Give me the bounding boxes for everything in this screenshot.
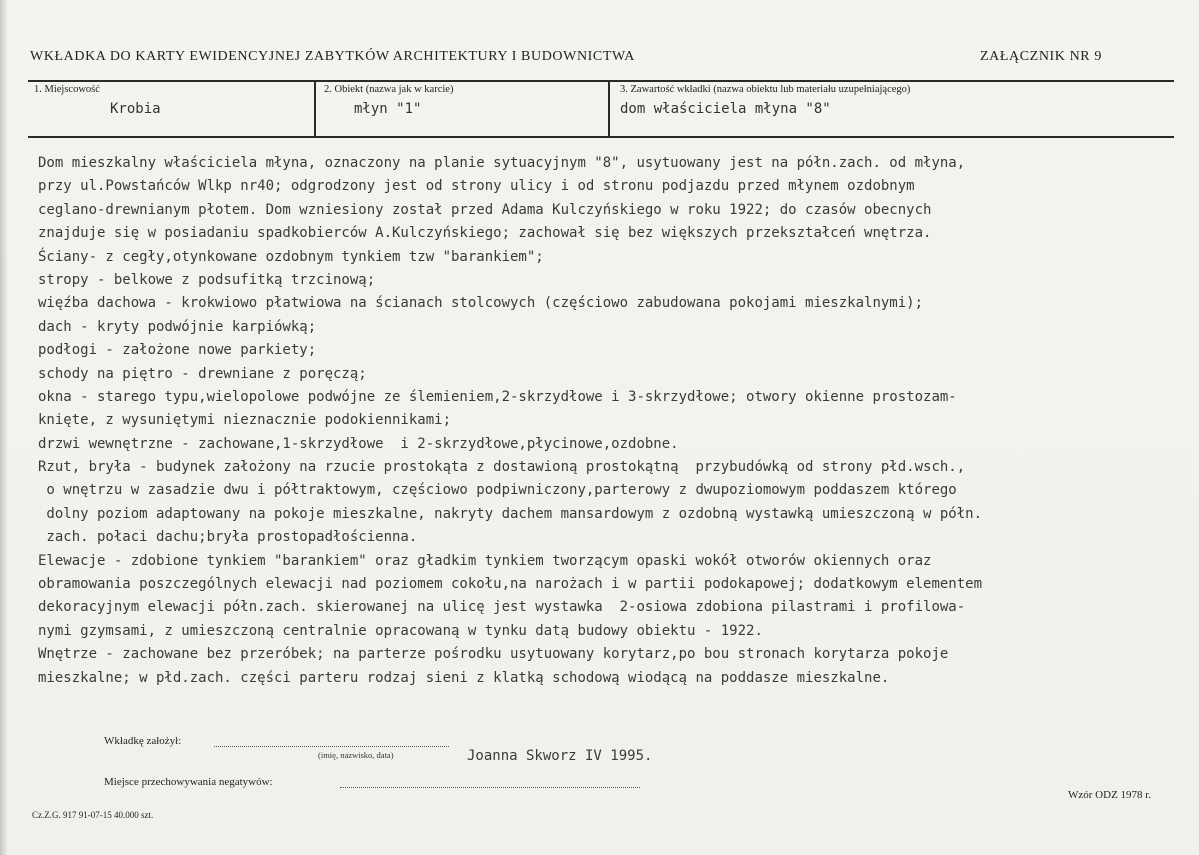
body-line: obramowania poszczególnych elewacji nad poziomem cokołu,na narożach i w partii podokapowej; dodatkowym elementem <box>38 576 983 593</box>
body-line: o wnętrzu w zasadzie dwu i półtraktowym, częściowo podpiwniczony,parterowy z dwupoziomowym poddaszem którego <box>38 482 957 499</box>
negatives-label: Miejsce przechowywania negatywów: <box>104 776 273 788</box>
body-line: więźba dachowa - krokwiowo płatwiowa na ścianach stolcowych (częściowo zabudowana pokojami mieszkalnymi); <box>38 295 924 312</box>
left-edge-shadow <box>0 0 8 855</box>
body-line: okna - starego typu,wielopolowe podwójne ze ślemieniem,2-skrzydłowe i 3-skrzydłowe; otwory okienne prostozam- <box>38 388 957 405</box>
attachment-number: ZAŁĄCZNIK NR 9 <box>980 49 1102 64</box>
body-line: Dom mieszkalny właściciela młyna, oznaczony na planie sytuacyjnym "8", usytuowany jest na półn.zach. od młyna, <box>38 155 966 171</box>
body-line: Rzut, bryła - budynek założony na rzucie prostokąta z dostawioną prostokątną przybudówką od strony płd.wsch., <box>38 459 966 476</box>
inserted-by-caption: (imię, nazwisko, data) <box>318 750 394 760</box>
body-line: Elewacje - zdobione tynkiem "barankiem" oraz gładkim tynkiem tworzącym opaski wokół otworów okiennych oraz <box>38 552 932 569</box>
body-line: dekoracyjnym elewacji półn.zach. skierowanej na ulicę jest wystawka 2-osiowa zdobiona pilastrami i profilowa- <box>38 599 966 616</box>
body-line: Wnętrze - zachowane bez przeróbek; na parterze pośrodku usytuowany korytarz,po bou stronach korytarza pokoje <box>38 646 949 663</box>
negatives-dotted-line <box>340 787 640 788</box>
inserted-by-dotted-line <box>214 746 449 747</box>
form-title: WKŁADKA DO KARTY EWIDENCYJNEJ ZABYTKÓW ARCHITEKTURY I BUDOWNICTWA <box>30 49 635 64</box>
body-line: stropy - belkowe z podsufitką trzcinową; <box>38 271 376 288</box>
body-line: nymi gzymsami, z umieszczoną centralnie opracowaną w tynku datą budowy obiektu - 1922. <box>38 622 763 639</box>
form-template: Wzór ODZ 1978 r. <box>1068 789 1152 801</box>
body-line: zach. połaci dachu;bryła prostopadłościenna. <box>38 529 418 546</box>
field-divider-1 <box>314 82 316 136</box>
body-line: podłogi - założone nowe parkiety; <box>38 342 317 359</box>
body-line: drzwi wewnętrzne - zachowane,1-skrzydłowe i 2-skrzydłowe,płycinowe,ozdobne. <box>38 435 679 452</box>
body-line: znajduje się w posiadaniu spadkobierców A.Kulczyńskiego; zachował się bez większych przekształceń wnętrza. <box>38 225 932 242</box>
header-rule-top <box>28 80 1174 82</box>
body-line: dolny poziom adaptowany na pokoje mieszkalne, nakryty dachem mansardowym z ozdobną wystawką umieszczoną w półn. <box>38 505 983 522</box>
description-body <box>38 152 1188 690</box>
object-value: młyn "1" <box>354 101 422 117</box>
header-rule-bottom <box>28 136 1174 138</box>
inserted-by-value: Joanna Skworz IV 1995. <box>467 748 653 764</box>
body-line: przy ul.Powstańców Wlkp nr40; odgrodzony jest od strony ulicy i od stronu podjazdu przed młynem ozdobnym <box>38 178 915 195</box>
body-line: ceglano-drewnianym płotem. Dom wzniesiony został przed Adama Kulczyńskiego w roku 1922; do czasów obecnych <box>38 201 932 218</box>
body-line: Ściany- z cegły,otynkowane ozdobnym tynkiem tzw "barankiem"; <box>38 248 544 265</box>
body-line: dach - kryty podwójnie karpiówką; <box>38 318 317 335</box>
body-line: knięte, z wysuniętymi nieznacznie podokiennikami; <box>38 412 452 429</box>
body-line: schody na piętro - drewniane z poręczą; <box>38 365 367 382</box>
object-label: 2. Obiekt (nazwa jak w karcie) <box>324 84 454 95</box>
field-divider-2 <box>608 82 610 136</box>
body-line: mieszkalne; w płd.zach. części parteru rodzaj sieni z klatką schodową wiodącą na poddasze mieszkalne. <box>38 669 890 686</box>
locality-label: 1. Miejscowość <box>34 84 100 95</box>
contents-value: dom właściciela młyna "8" <box>620 101 831 117</box>
locality-value: Krobia <box>110 101 161 117</box>
print-code: Cz.Z.G. 917 91-07-15 40.000 szt. <box>32 810 154 820</box>
contents-label: 3. Zawartość wkładki (nazwa obiektu lub materiału uzupełniającego) <box>620 84 911 95</box>
inserted-by-label: Wkładkę założył: <box>104 735 182 747</box>
